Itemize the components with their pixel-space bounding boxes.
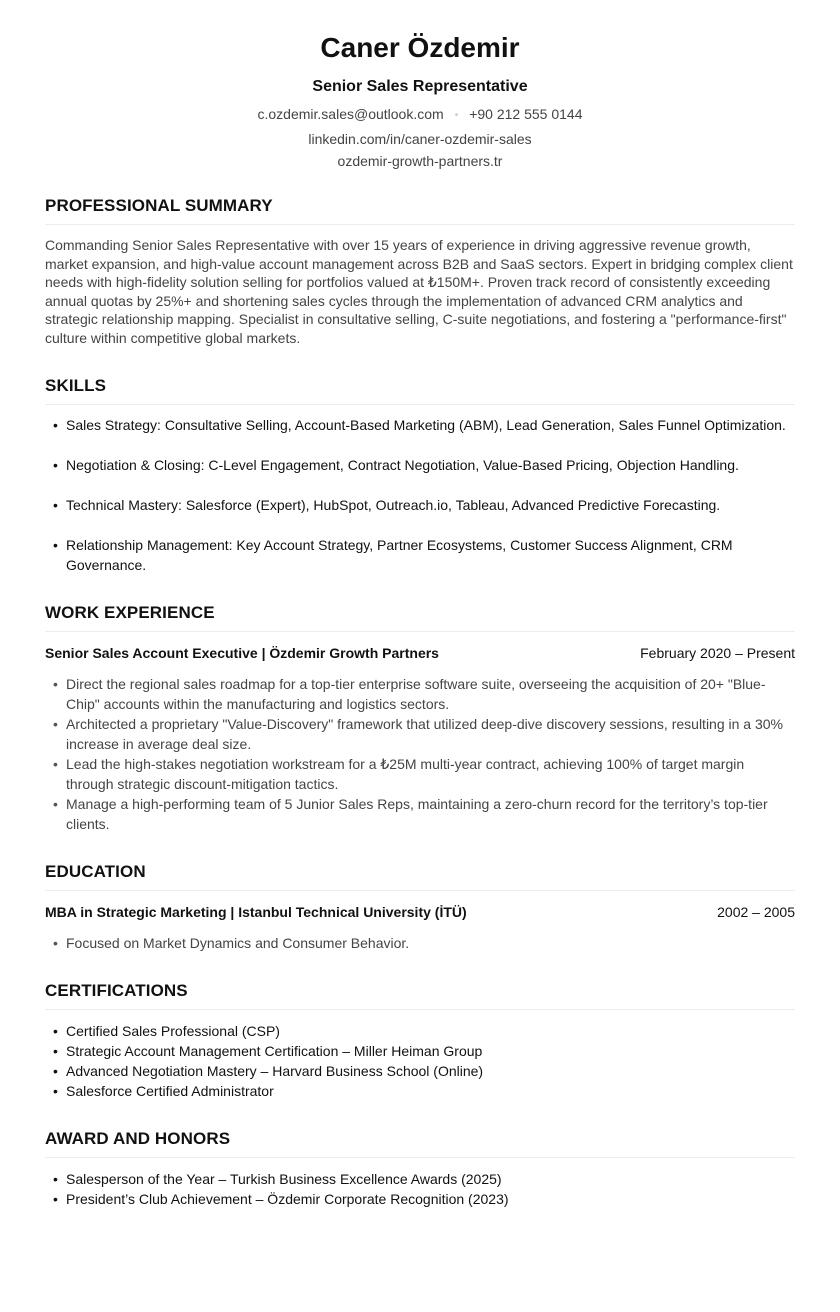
list-item: • President’s Club Achievement – Özdemir Corporate Recognition (2023) — [53, 1191, 509, 1207]
summary-text: Commanding Senior Sales Representative with over 15 years of experience in driving aggressive revenue growth, market expansion, and high-value account management across B2B and SaaS sectors. Expert in bridging complex client needs with high-fidelity solution selling for portfolios valued at ₺150M+. Proven track record of consistently exceeding annual quotas by 25%+ and shortening sales cycles through the implementation of advanced CRM analytics and strategic relationship mapping. Specialist in consultative selling, C-suite negotiations, and fostering a "performance-first" culture within competitive global markets. — [45, 237, 793, 346]
linkedin-link[interactable]: linkedin.com/in/caner-ozdemir-sales — [308, 131, 532, 147]
list-item: • Negotiation & Closing: C-Level Engagement, Contract Negotiation, Value-Based Pricing, Objection Handling. — [53, 457, 739, 473]
bullet-icon: • — [53, 716, 58, 732]
resume-header — [45, 0, 795, 172]
summary-section — [45, 196, 795, 347]
list-item: • Lead the high-stakes negotiation workstream for a ₺25M multi-year contract, achieving 100% of target margin through strategic discount-mitigation tactics. — [53, 756, 745, 792]
list-item: • Salesforce Certified Administrator — [53, 1083, 274, 1099]
candidate-title: Senior Sales Representative — [312, 78, 528, 95]
bullet-icon: • — [53, 1063, 58, 1079]
job-title: Senior Sales Account Executive | Özdemir Growth Partners — [45, 645, 439, 661]
certifications-section — [45, 981, 795, 1101]
bullet-icon: • — [53, 1043, 58, 1059]
list-item: • Advanced Negotiation Mastery – Harvard Business School (Online) — [53, 1063, 484, 1079]
website-link[interactable]: ozdemir-growth-partners.tr — [337, 153, 503, 169]
list-item: • Focused on Market Dynamics and Consumer Behavior. — [53, 935, 410, 951]
section-heading: WORK EXPERIENCE — [45, 603, 795, 632]
section-heading: CERTIFICATIONS — [45, 981, 795, 1010]
bullet-icon: • — [53, 1023, 58, 1039]
section-heading: SKILLS — [45, 376, 795, 405]
contact-line-1 — [45, 103, 795, 128]
list-item: • Relationship Management: Key Account Strategy, Partner Ecosystems, Customer Success Alignment, CRM Governance. — [53, 537, 733, 573]
bullet-icon: • — [53, 796, 58, 812]
contact-info — [45, 103, 795, 172]
job-header — [45, 643, 795, 663]
email-link[interactable]: c.ozdemir.sales@outlook.com — [257, 106, 444, 122]
bullet-icon: • — [53, 417, 58, 433]
degree-title: MBA in Strategic Marketing | Istanbul Technical University (İTÜ) — [45, 904, 467, 920]
awards-list — [45, 1169, 795, 1209]
job-bullets — [45, 674, 795, 834]
experience-section — [45, 603, 795, 834]
list-item: • Direct the regional sales roadmap for a top-tier enterprise software suite, overseeing the acquisition of 20+ "Blue-Chip" accounts within the manufacturing and logistics sectors. — [53, 676, 766, 712]
bullet-icon: • — [53, 497, 58, 513]
section-heading: PROFESSIONAL SUMMARY — [45, 196, 795, 225]
bullet-icon: • — [53, 676, 58, 692]
education-bullets — [45, 933, 795, 953]
list-item: • Technical Mastery: Salesforce (Expert), HubSpot, Outreach.io, Tableau, Advanced Predictive Forecasting. — [53, 497, 721, 513]
bullet-icon: • — [53, 1171, 58, 1187]
list-item: • Salesperson of the Year – Turkish Business Excellence Awards (2025) — [53, 1171, 502, 1187]
bullet-icon: • — [53, 935, 58, 951]
education-section — [45, 862, 795, 953]
education-header — [45, 902, 795, 922]
skills-section — [45, 376, 795, 575]
bullet-icon: • — [53, 537, 58, 553]
bullet-icon: • — [53, 1083, 58, 1099]
skills-list — [45, 415, 795, 575]
awards-section — [45, 1129, 795, 1209]
bullet-icon: • — [53, 756, 58, 772]
list-item: • Certified Sales Professional (CSP) — [53, 1023, 280, 1039]
list-item: • Strategic Account Management Certification – Miller Heiman Group — [53, 1043, 483, 1059]
section-heading: EDUCATION — [45, 862, 795, 891]
certifications-list — [45, 1021, 795, 1101]
job-dates: February 2020 – Present — [640, 645, 795, 661]
list-item: • Sales Strategy: Consultative Selling, Account-Based Marketing (ABM), Lead Generation, Sales Funnel Optimization. — [53, 417, 786, 433]
contact-separator: • — [454, 110, 459, 121]
list-item: • Manage a high-performing team of 5 Junior Sales Reps, maintaining a zero-churn record for the territory’s top-tier clients. — [53, 796, 768, 832]
bullet-icon: • — [53, 1191, 58, 1207]
section-heading: AWARD AND HONORS — [45, 1129, 795, 1158]
candidate-name: Caner Özdemir — [320, 32, 520, 63]
list-item: • Architected a proprietary "Value-Discovery" framework that utilized deep-dive discovery sessions, resulting in a 30% increase in average deal size. — [53, 716, 784, 752]
phone-number[interactable]: +90 212 555 0144 — [469, 106, 583, 122]
bullet-icon: • — [53, 457, 58, 473]
education-dates: 2002 – 2005 — [717, 904, 795, 920]
